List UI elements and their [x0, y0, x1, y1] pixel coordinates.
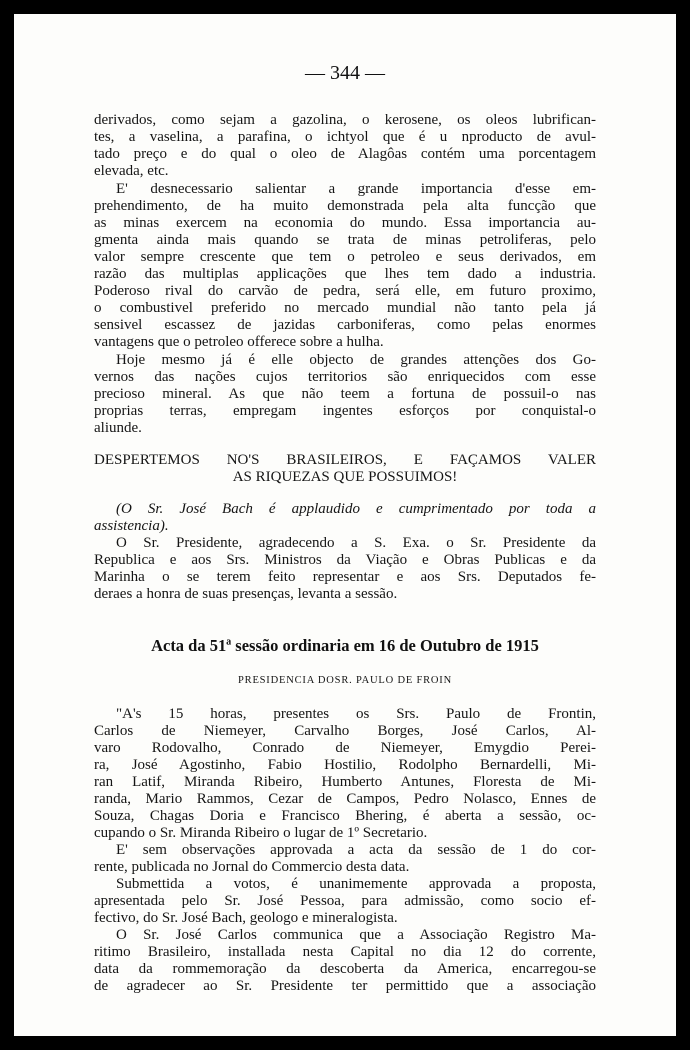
text-line: precioso mineral. As que não teem a fortuna de possuil-o nas	[94, 386, 596, 402]
exhortation-line: DESPERTEMOS NO'S BRASILEIROS, E FAÇAMOS VALER	[94, 452, 596, 468]
text-line: apresentada pelo Sr. José Pessoa, para admissão, como socio ef-	[94, 893, 596, 909]
text-line: Carlos de Niemeyer, Carvalho Borges, José Carlos, Al-	[94, 723, 596, 739]
text-line: elevada, etc.	[94, 163, 169, 179]
text-line: tado preço e do qual o oleo de Alagôas contém uma porcentagem	[94, 146, 596, 162]
page-number: — 344 —	[305, 62, 385, 84]
text-line: o combustivel preferido no mercado mundial não tanto pela já	[94, 300, 596, 316]
text-line: data da rommemoração da descoberta da America, encarregou-se	[94, 961, 596, 977]
text-line: rente, publicada no Jornal do Commercio desta data.	[94, 859, 410, 875]
text-line: proprias terras, empregam ingentes esforços por conquistal-o	[94, 403, 596, 419]
document-page	[14, 14, 676, 1036]
text-line: ran Latif, Miranda Ribeiro, Humberto Antunes, Floresta de Mi-	[94, 774, 596, 790]
text-line: Hoje mesmo já é elle objecto de grandes attenções dos Go-	[116, 352, 596, 368]
applause-line: (O Sr. José Bach é applaudido e cumprimentado por toda a	[116, 501, 596, 517]
text-line: cupando o Sr. Miranda Ribeiro o lugar de 1º Secretario.	[94, 825, 428, 841]
text-line: deraes a honra de suas presenças, levanta a sessão.	[94, 586, 398, 602]
text-line: Republica e aos Srs. Ministros da Viação e Obras Publicas e da	[94, 552, 596, 568]
acta-title: Acta da 51ª sessão ordinaria em 16 de Outubro de 1915	[151, 636, 539, 655]
text-line: sensivel escassez de jazidas carboniferas, como pelas enormes	[94, 317, 596, 333]
exhortation-line: AS RIQUEZAS QUE POSSUIMOS!	[232, 469, 458, 485]
text-line: valor sempre crescente que tem o petroleo e seus derivados, em	[94, 249, 596, 265]
text-line: Souza, Chagas Doria e Francisco Bhering, é aberta a sessão, oc-	[94, 808, 596, 824]
text-line: randa, Mario Rammos, Cezar de Campos, Pedro Nolasco, Ennes de	[94, 791, 596, 807]
text-line: ritimo Brasileiro, installada nesta Capital no dia 12 do corrente,	[94, 944, 596, 960]
text-line: aliunde.	[94, 420, 142, 436]
text-line: vernos das nações cujos territorios são enriquecidos com esse	[94, 369, 596, 385]
text-line: gmenta ainda mais quando se trata de minas petroliferas, pelo	[94, 232, 596, 248]
text-line: tes, a vaselina, a parafina, o ichtyol que é u nproducto de avul-	[94, 129, 596, 145]
text-line: fectivo, do Sr. José Bach, geologo e mineralogista.	[94, 910, 398, 926]
applause-line: assistencia).	[94, 518, 169, 534]
text-line: prehendimento, de ha muito demonstrada pela alta funcção que	[94, 198, 596, 214]
text-line: ra, José Agostinho, Fabio Hostilio, Rodolpho Bernardelli, Mi-	[94, 757, 596, 773]
acta-subtitle: PRESIDENCIA DOSR. PAULO DE FROIN	[238, 675, 452, 686]
text-line: O Sr. Presidente, agradecendo a S. Exa. o Sr. Presidente da	[116, 535, 596, 551]
text-line: O Sr. José Carlos communica que a Associação Registro Ma-	[116, 927, 596, 943]
text-line: as minas exercem na economia do mundo. Essa importancia au-	[94, 215, 596, 231]
text-line: "A's 15 horas, presentes os Srs. Paulo de Frontin,	[116, 706, 596, 722]
text-line: de agradecer ao Sr. Presidente ter permittido que a associação	[94, 978, 596, 994]
text-line: derivados, como sejam a gazolina, o kerosene, os oleos lubrifican-	[94, 112, 596, 128]
text-line: razão das multiplas applicações que lhes tem dado a industria.	[94, 266, 596, 282]
text-line: Poderoso rival do carvão de pedra, será elle, em futuro proximo,	[94, 283, 596, 299]
text-line: vantagens que o petroleo offerece sobre a hulha.	[94, 334, 384, 350]
text-line: varo Rodovalho, Conrado de Niemeyer, Emygdio Perei-	[94, 740, 596, 756]
text-line: Submettida a votos, é unanimemente approvada a proposta,	[116, 876, 596, 892]
text-line: Marinha o se terem feito representar e aos Srs. Deputados fe-	[94, 569, 596, 585]
text-line: E' desnecessario salientar a grande importancia d'esse em-	[116, 181, 596, 197]
text-line: E' sem observações approvada a acta da sessão de 1 do cor-	[116, 842, 596, 858]
